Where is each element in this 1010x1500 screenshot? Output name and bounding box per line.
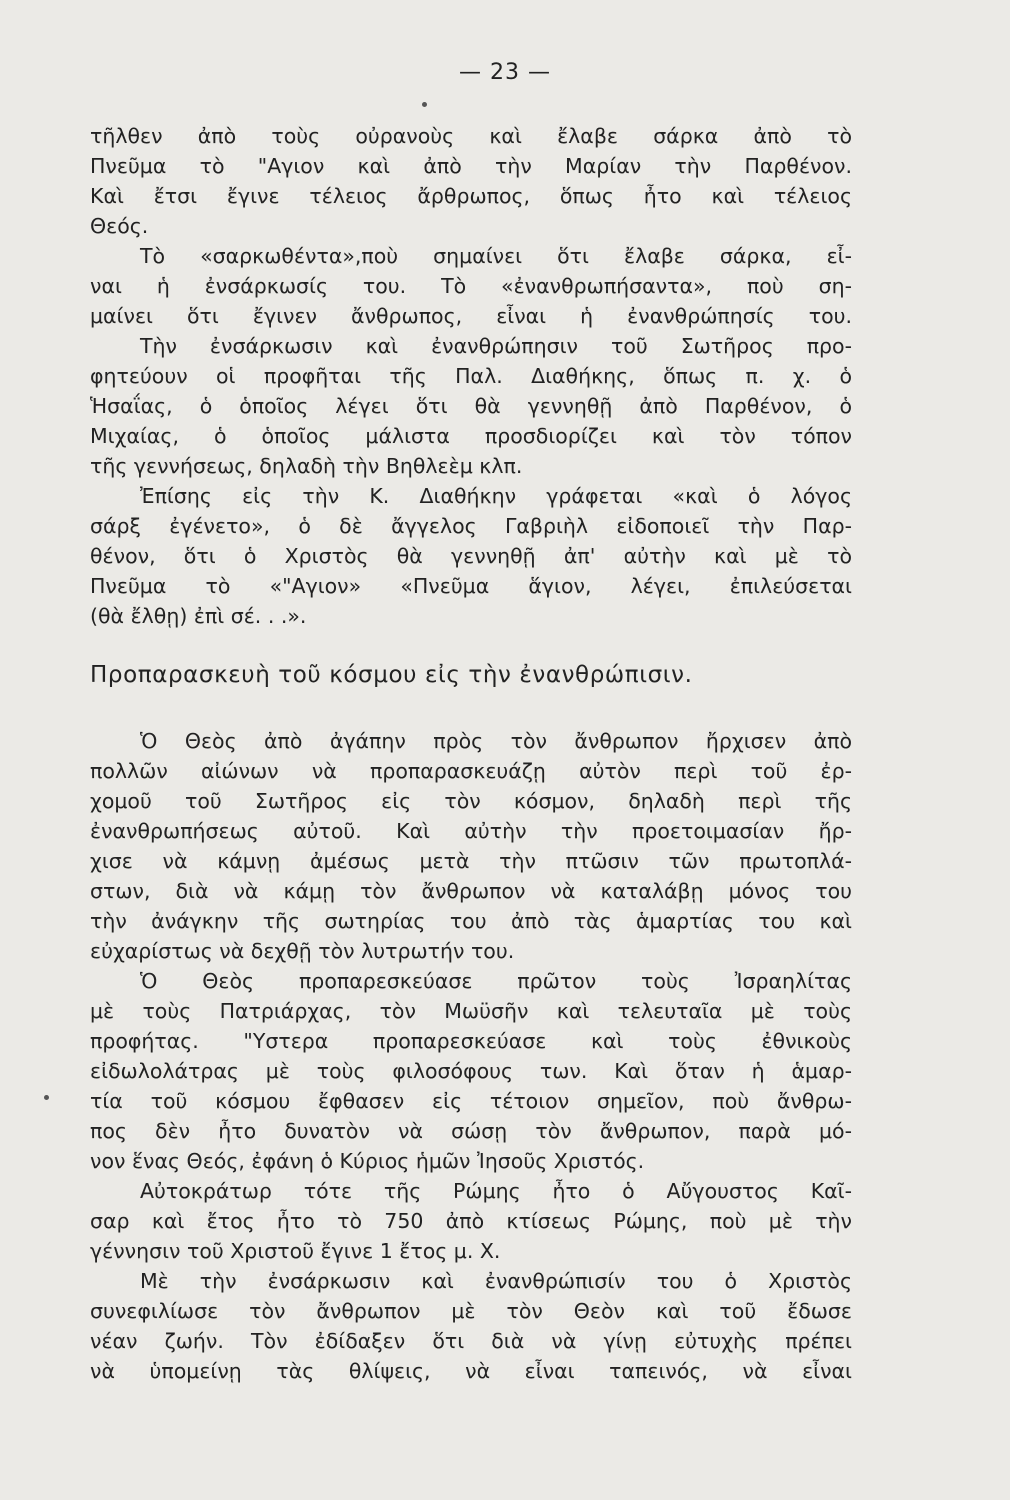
print-speck (44, 1095, 49, 1100)
text-line: εὐχαρίστως νὰ δεχθῇ τὸν λυτρωτήν του. (90, 939, 515, 963)
text-line: φητεύουν οἱ προφῆται τῆς Παλ. Διαθήκης, ὅπως π. χ. ὁ (90, 364, 852, 388)
text-line: Πνεῦμα τὸ «"Αγιον» «Πνεῦμα ἅγιον, λέγει, ἐπιλεύσεται (90, 574, 852, 598)
text-line: νέαν ζωήν. Τὸν ἐδίδαξεν ὅτι διὰ νὰ γίνῃ εὐτυχὴς πρέπει (90, 1329, 852, 1353)
text-line: (θὰ ἔλθῃ) ἐπὶ σέ. . .». (90, 604, 307, 628)
text-line: τὴν ἀνάγκην τῆς σωτηρίας του ἀπὸ τὰς ἁμαρτίας του καὶ (90, 909, 852, 933)
text-line: Μιχαίας, ὁ ὁποῖος μάλιστα προσδιορίζει καὶ τὸν τόπον (90, 424, 852, 448)
text-line: πος δὲν ἦτο δυνατὸν νὰ σώσῃ τὸν ἄνθρωπον, παρὰ μό- (90, 1119, 852, 1143)
text-line: μαίνει ὅτι ἔγινεν ἄνθρωπος, εἶναι ἡ ἐνανθρώπησίς του. (90, 304, 852, 328)
text-line: τία τοῦ κόσμου ἔφθασεν εἰς τέτοιον σημεῖον, ποὺ ἄνθρω- (90, 1089, 852, 1113)
text-line: νὰ ὑπομείνῃ τὰς θλίψεις, νὰ εἶναι ταπεινός, νὰ εἶναι (90, 1359, 852, 1383)
text-line: χομοῦ τοῦ Σωτῆρος εἰς τὸν κόσμον, δηλαδὴ περὶ τῆς (90, 789, 852, 813)
text-line: τῆς γεννήσεως, δηλαδὴ τὴν Βηθλεὲμ κλπ. (90, 454, 523, 478)
text-line: γέννησιν τοῦ Χριστοῦ ἔγινε 1 ἔτος μ. Χ. (90, 1239, 501, 1263)
text-line: Θεός. (90, 214, 149, 238)
text-line: Ὁ Θεὸς ἀπὸ ἀγάπην πρὸς τὸν ἄνθρωπον ἤρχισεν ἀπὸ (140, 729, 852, 753)
section-2-text (90, 726, 852, 1386)
text-line: Τὴν ἐνσάρκωσιν καὶ ἐνανθρώπησιν τοῦ Σωτῆρος προ- (140, 334, 852, 358)
text-line: νον ἕνας Θεός, ἐφάνη ὁ Κύριος ἡμῶν Ἰησοῦς Χριστός. (90, 1149, 645, 1173)
text-line: Αὐτοκράτωρ τότε τῆς Ρώμης ἦτο ὁ Αὔγουστος Καῖ- (140, 1179, 852, 1203)
text-line: Τὸ «σαρκωθέντα»,ποὺ σημαίνει ὅτι ἔλαβε σάρκα, εἶ- (140, 244, 852, 268)
text-line: ἐνανθρωπήσεως αὐτοῦ. Καὶ αὐτὴν τὴν προετοιμασίαν ἤρ- (90, 819, 852, 843)
text-line: τῆλθεν ἀπὸ τοὺς οὐρανοὺς καὶ ἔλαβε σάρκα ἀπὸ τὸ (90, 124, 852, 148)
text-line: χισε νὰ κάμνῃ ἀμέσως μετὰ τὴν πτῶσιν τῶν πρωτοπλά- (90, 849, 852, 873)
text-line: στων, διὰ νὰ κάμῃ τὸν ἄνθρωπον νὰ καταλάβῃ μόνος του (90, 879, 852, 903)
text-line: εἰδωλολάτρας μὲ τοὺς φιλοσόφους των. Καὶ ὅταν ἡ ἁμαρ- (90, 1059, 852, 1083)
text-line: μὲ τοὺς Πατριάρχας, τὸν Μωϋσῆν καὶ τελευταῖα μὲ τοὺς (90, 999, 852, 1023)
text-line: θένον, ὅτι ὁ Χριστὸς θὰ γεννηθῇ ἀπ' αὐτὴν καὶ μὲ τὸ (90, 544, 852, 568)
text-line: σάρξ ἐγένετο», ὁ δὲ ἄγγελος Γαβριὴλ εἰδοποιεῖ τὴν Παρ- (90, 514, 852, 538)
text-line: ναι ἡ ἐνσάρκωσίς του. Τὸ «ἐνανθρωπήσαντα», ποὺ ση- (90, 274, 852, 298)
text-line: συνεφιλίωσε τὸν ἄνθρωπον μὲ τὸν Θεὸν καὶ τοῦ ἔδωσε (90, 1299, 852, 1323)
section-heading: Προπαρασκευὴ τοῦ κόσμου εἰς τὴν ἐνανθρώπισιν. (90, 662, 693, 688)
section-1-text (90, 121, 852, 631)
text-line: Ἡσαΐας, ὁ ὁποῖος λέγει ὅτι θὰ γεννηθῇ ἀπὸ Παρθένον, ὁ (90, 394, 852, 418)
text-line: Πνεῦμα τὸ "Αγιον καὶ ἀπὸ τὴν Μαρίαν τὴν Παρθένον. (90, 154, 852, 178)
text-line: Μὲ τὴν ἐνσάρκωσιν καὶ ἐνανθρώπισίν του ὁ Χριστὸς (140, 1269, 852, 1293)
text-line: Ὁ Θεὸς προπαρεσκεύασε πρῶτον τοὺς Ἰσραηλίτας (140, 969, 852, 993)
print-speck (422, 102, 427, 107)
text-line: προφήτας. "Υστερα προπαρεσκεύασε καὶ τοὺς ἐθνικοὺς (90, 1029, 852, 1053)
text-line: σαρ καὶ ἔτος ἦτο τὸ 750 ἀπὸ κτίσεως Ρώμης, ποὺ μὲ τὴν (90, 1209, 852, 1233)
page-number: — 23 — (459, 60, 551, 85)
text-line: Ἐπίσης εἰς τὴν Κ. Διαθήκην γράφεται «καὶ ὁ λόγος (140, 484, 852, 508)
text-line: Καὶ ἔτσι ἔγινε τέλειος ἄρθρωπος, ὅπως ἦτο καὶ τέλειος (90, 184, 852, 208)
text-line: πολλῶν αἰώνων νὰ προπαρασκευάζῃ αὐτὸν περὶ τοῦ ἐρ- (90, 759, 852, 783)
